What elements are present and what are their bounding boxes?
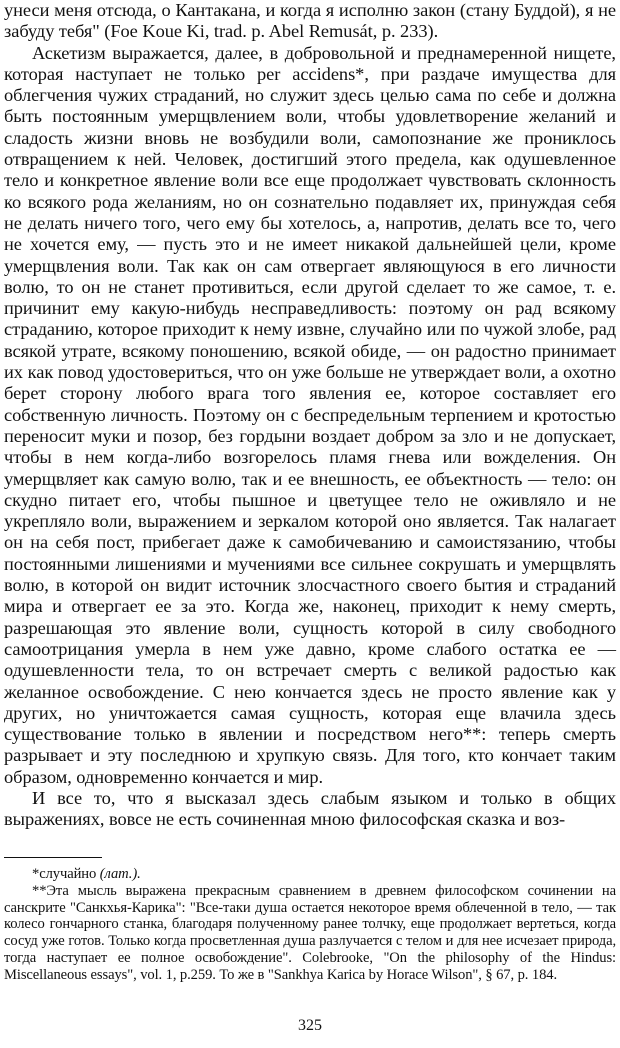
page-number: 325	[298, 1017, 322, 1034]
footnote-divider	[4, 857, 102, 858]
main-text-body	[4, 0, 616, 831]
book-page	[4, 0, 616, 1048]
paragraph-continuation: унеси меня отсюда, о Кантакана, и когда я исполню закон (стану Буддой), я не забуду тебя" (Foe Koue Ki, trad. p. Abel Remusát, p. 233).	[4, 0, 616, 42]
footnote-1	[4, 866, 616, 883]
paragraph-asceticism: Аскетизм выражается, далее, в добровольной и преднамеренной нищете, которая наступает не только per accidens*, при раздаче имущества для облегчения чужих страданий, но служит здесь целью сама по себе и должна быть постоянным умерщвлением воли, чтобы удовлетворение желаний и сладость жизни вновь не возбудили воли, самопознание же прониклось отвращением к ней. Человек, достигший этого предела, как одушевленное тело и конкретное явление воли все еще продолжает чувствовать склонность ко всякого рода желаниям, но он сознательно подавляет их, принуждая себя не делать ничего того, чего ему бы хотелось, а, напротив, делать все то, чего не хочется ему, — пусть это и не имеет никакой дальнейшей цели, кроме умерщвления воли. Так как он сам отвергает являющуюся в его личности волю, то он не станет противиться, если другой сделает то же самое, т. е. причинит ему какую-нибудь несправедливость: поэтому он рад всякому страданию, которое приходит к нему извне, случайно или по чужой злобе, рад всякой утрате, всякому поношению, всякой обиде, — он радостно принимает их как повод удостовериться, что он уже больше не утверждает воли, а охотно берет сторону любого врага того явления ее, которое составляет его собственную личность. Поэтому он с беспредельным терпением и кротостью переносит муки и позор, без гордыни воздает добром за зло и не допускает, чтобы в нем когда-либо возгорелось пламя гнева или вожделения. Он умерщвляет как самую волю, так и ее внешность, ее объектность — тело: он скудно питает его, чтобы пышное и цветущее тело не оживляло и не укрепляло воли, выражением и зеркалом которой оно является. Так налагает он на себя пост, прибегает даже к самобичеванию и самоистязанию, чтобы постоянными лишениями и мучениями все сильнее сокрушать и умерщвлять волю, в которой он видит источник злосчастного своего бытия и страданий мира и отвергает ее за это. Когда же, наконец, приходит к нему смерть, разрешающая это явление воли, сущность которой в силу свободного самоотрицания умерла в нем уже давно, кроме слабого остатка ее — одушевленности тела, то он встречает смерть с великой радостью как желанное освобождение. С нею кончается здесь не просто явление как у других, но уничтожается самая сущность, которая еще влачила здесь существование только в явлении и посредством него**: теперь смерть разрывает и эту последнюю и хрупкую связь. Для того, кто кончает таким образом, одновременно кончается и мир.	[4, 42, 616, 787]
footnote-1-language-note: (лат.).	[99, 866, 141, 882]
footnotes-section	[4, 866, 616, 984]
paragraph-closing: И все то, что я высказал здесь слабым языком и только в общих выражениях, вовсе не есть сочиненная мною философская сказка и воз-	[4, 787, 616, 830]
footnote-2: **Эта мысль выражена прекрасным сравнением в древнем философском сочинении на санскрите "Санкхья-Карика": "Все-таки душа остается некоторое время облеченной в тело, — так колесо гончарного станка, благодаря полученному ранее толчку, еще продолжает вертеться, когда сосуд уже готов. Только когда просветленная душа разлучается с телом и для нее исчезает природа, тогда наступает ее полное освобождение". Colebrooke, "On the philosophy of the Hindus: Miscellaneous essays", vol. 1, p.259. То же в "Sankhya Karica by Horace Wilson", § 67, p. 184.	[4, 882, 616, 983]
footnote-1-text: *случайно	[32, 866, 97, 882]
